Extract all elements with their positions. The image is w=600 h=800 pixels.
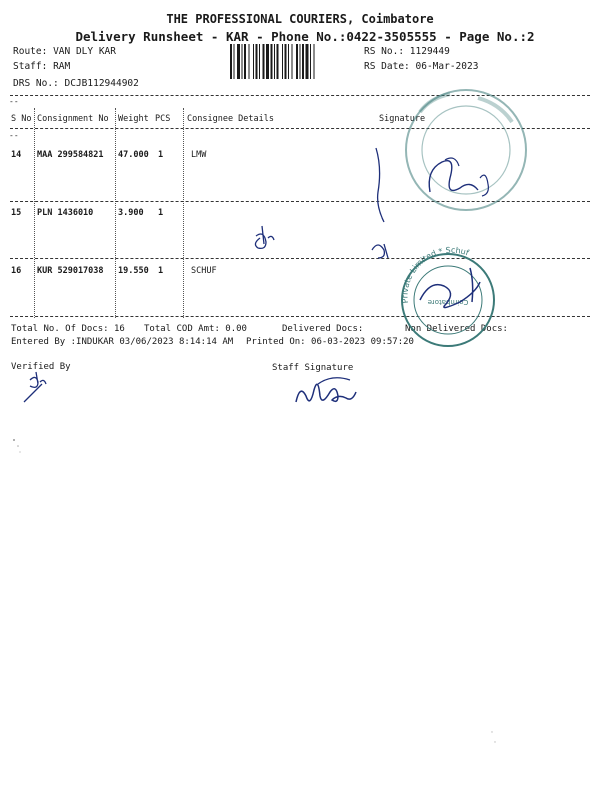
- total-cod: Total COD Amt: 0.00: [144, 324, 247, 334]
- row-pcs: 1: [158, 150, 164, 160]
- total-docs: Total No. Of Docs: 16: [11, 324, 125, 334]
- row-consignment: PLN 1436010: [37, 208, 94, 218]
- row-consignee: LMW: [191, 150, 207, 160]
- rs-date-value: 06-Mar-2023: [415, 61, 479, 72]
- col-header-weight: Weight: [118, 114, 149, 124]
- row-pcs: 1: [158, 266, 164, 276]
- non-delivered-docs: Non Delivered Docs:: [405, 324, 508, 334]
- runsheet-title: Delivery Runsheet - KAR - Phone No.:0422-3505555 - Page No.:2: [75, 29, 535, 44]
- staff-value: RAM: [53, 61, 71, 72]
- col-header-consignment: Consignment No: [37, 114, 109, 124]
- col-header-consignee: Consignee Details: [187, 114, 274, 124]
- route-value: VAN DLY KAR: [53, 46, 116, 57]
- verified-by: Verified By: [11, 362, 71, 372]
- drs-value: DCJB112944902: [64, 78, 139, 89]
- rs-no-label: RS No.:: [364, 46, 405, 57]
- row-sno: 15: [11, 208, 22, 218]
- staff-signature-label: Staff Signature: [272, 363, 354, 373]
- row-sno: 14: [11, 150, 22, 160]
- row-consignment: MAA 299584821: [37, 150, 104, 160]
- rule-dashes: --: [9, 97, 19, 106]
- drs-label: DRS No.:: [13, 78, 59, 89]
- col-header-signature: Signature: [379, 114, 426, 124]
- row-consignee: SCHUF: [191, 266, 217, 276]
- row-consignment: KUR 529017038: [37, 266, 104, 276]
- row-weight: 47.000: [118, 150, 149, 160]
- company-title: THE PROFESSIONAL COURIERS, Coimbatore: [166, 12, 434, 26]
- row-weight: 3.900: [118, 208, 144, 218]
- row-sno: 16: [11, 266, 22, 276]
- rs-date-label: RS Date:: [364, 61, 410, 72]
- row-weight: 19.550: [118, 266, 149, 276]
- staff-label: Staff:: [13, 61, 48, 72]
- printed-on: Printed On: 06-03-2023 09:57:20: [246, 337, 414, 347]
- route-label: Route:: [13, 46, 48, 57]
- row-pcs: 1: [158, 208, 164, 218]
- rule-dashes: --: [9, 131, 19, 140]
- entered-by: Entered By :INDUKAR 03/06/2023 8:14:14 AM: [11, 337, 234, 347]
- delivered-docs: Delivered Docs:: [282, 324, 364, 334]
- col-header-pcs: PCS: [155, 114, 171, 124]
- col-header-sno: S No: [11, 114, 32, 124]
- stamp-inner-text: Coimbatore: [427, 298, 469, 306]
- rs-no-value: 1129449: [409, 46, 450, 57]
- stamp-outer-text: Private Limited * Schuf: [400, 245, 471, 304]
